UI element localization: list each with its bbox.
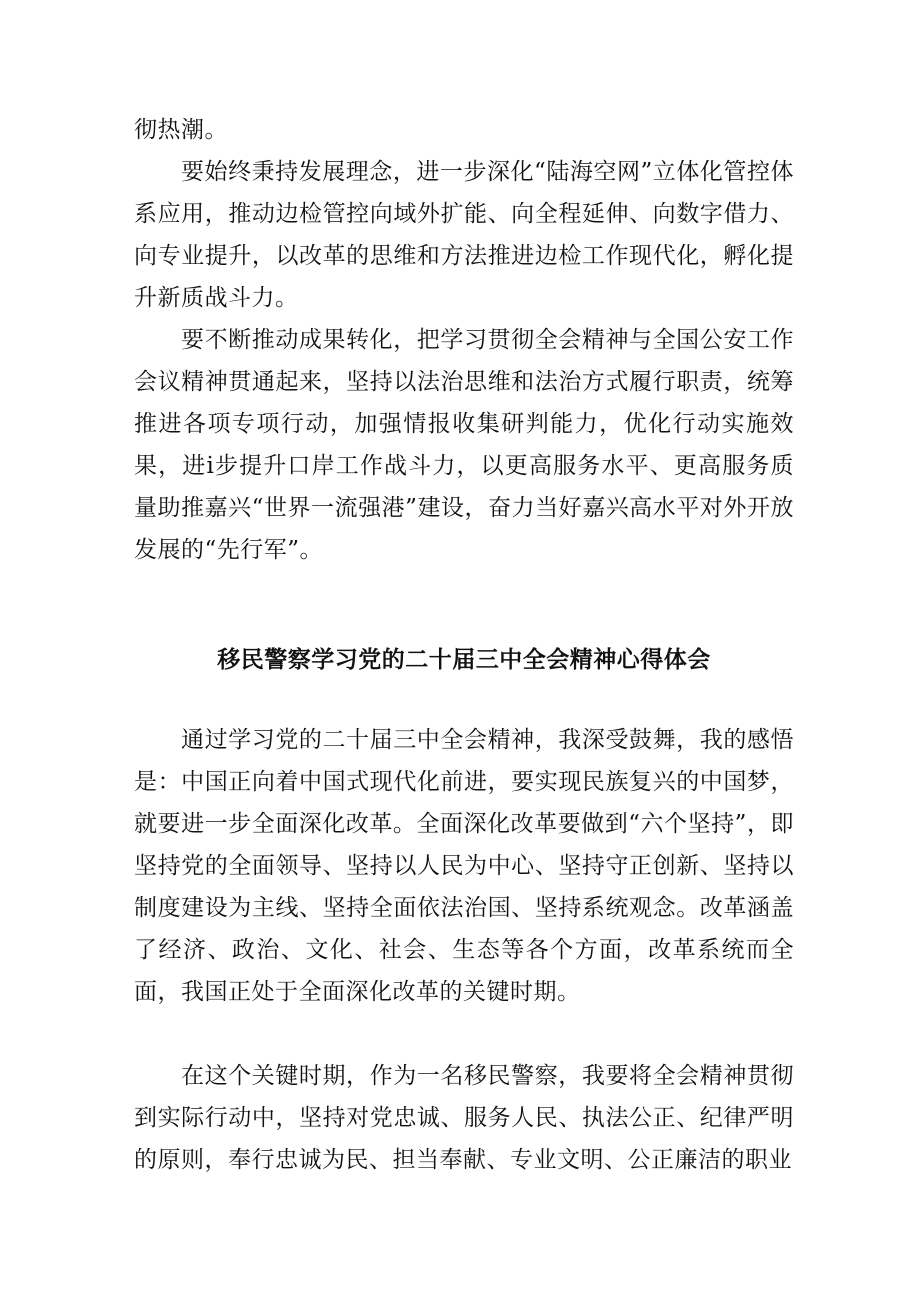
- section-title: 移民警察学习党的二十届三中全会精神心得体会: [217, 647, 711, 673]
- continuation-text: 彻热潮。: [134, 117, 228, 143]
- paragraph-development-philosophy: 要始终秉持发展理念，进一步深化“陆海空网”立体化管控体系应用，推动边检管控向域外扩能、向全程延伸、向数字借力、向专业提升，以改革的思维和方法推进边检工作现代化，孵化提升新质战斗力。: [134, 159, 794, 311]
- paragraph-immigration-police-duty: 在这个关键时期，作为一名移民警察，我要将全会精神贯彻到实际行动中，坚持对党忠诚、服务人民、执法公正、纪律严明的原则，奉行忠诚为民、担当奉献、专业文明、公正廉洁的职业: [134, 1063, 794, 1173]
- paragraph-study-reflection: 通过学习党的二十届三中全会精神，我深受鼓舞，我的感悟是：中国正向着中国式现代化前进，要实现民族复兴的中国梦，就要进一步全面深化改革。全面深化改革要做到“六个坚持”，即坚持党的全面领导、坚持以人民为中心、坚持守正创新、坚持以制度建设为主线、坚持全面依法治国、坚持系统观念。改革涵盖了经济、政治、文化、社会、生态等各个方面，改革系统而全面，我国正处于全面深化改革的关键时期。: [134, 727, 794, 1005]
- paragraph-results-transformation: 要不断推动成果转化，把学习贯彻全会精神与全国公安工作会议精神贯通起来，坚持以法治思维和法治方式履行职责，统筹推进各项专项行动，加强情报收集研判能力，优化行动实施效果，进i步提升口岸工作战斗力，以更高服务水平、更高服务质量助推嘉兴“世界一流强港”建设，奋力当好嘉兴高水平对外开放发展的“先行军”。: [134, 327, 794, 563]
